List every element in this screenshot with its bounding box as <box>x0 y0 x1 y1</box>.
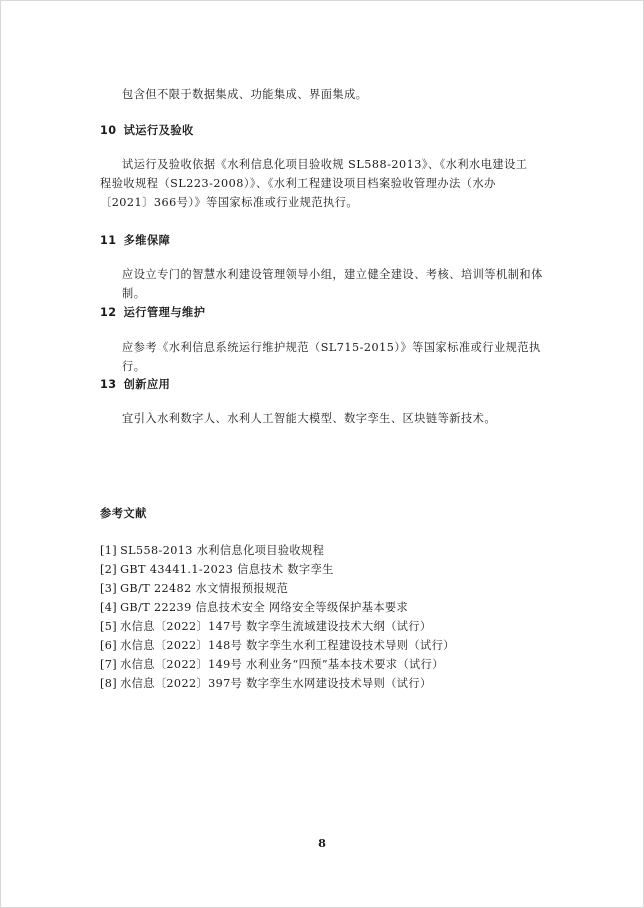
reference-item: [3] GB/T 22482 水文情报预报规范 <box>100 582 289 595</box>
section-heading-12 <box>100 304 205 320</box>
section-paragraph-11: 应设立专门的智慧水利建设管理领导小组，建立健全建设、考核、培训等机制和体制。 <box>122 268 543 300</box>
reference-item: [6] 水信息〔2022〕148号 数字孪生水利工程建设技术导则（试行） <box>100 639 455 652</box>
section-heading-13 <box>100 376 170 392</box>
section-number: 13 <box>100 378 117 391</box>
reference-item: [8] 水信息〔2022〕397号 数字孪生水网建设技术导则（试行） <box>100 677 432 690</box>
section-paragraph-13: 宜引入水利数字人、水利人工智能大模型、数字孪生、区块链等新技术。 <box>122 412 497 425</box>
section-title: 多维保障 <box>123 234 171 247</box>
reference-item: [2] GBT 43441.1-2023 信息技术 数字孪生 <box>100 563 334 576</box>
section-number: 10 <box>100 124 117 137</box>
references-list <box>100 541 540 693</box>
page-number: 8 <box>318 836 326 850</box>
section-title: 创新应用 <box>123 378 171 391</box>
section-paragraph-12: 应参考《水利信息系统运行维护规范（SL715-2015）》等国家标准或行业规范执行。 <box>122 341 541 373</box>
section-number: 11 <box>100 234 117 247</box>
reference-item: [7] 水信息〔2022〕149号 水利业务“四预”基本技术要求（试行） <box>100 658 444 671</box>
section-heading-11 <box>100 232 170 248</box>
section-title: 运行管理与维护 <box>123 306 206 319</box>
reference-item: [4] GB/T 22239 信息技术安全 网络安全等级保护基本要求 <box>100 601 409 614</box>
intro-paragraph: 包含但不限于数据集成、功能集成、界面集成。 <box>122 88 368 101</box>
references-title: 参考文献 <box>100 507 147 520</box>
section-number: 12 <box>100 306 117 319</box>
section-heading-10 <box>100 122 194 138</box>
section-title: 试运行及验收 <box>123 124 194 137</box>
reference-item: [5] 水信息〔2022〕147号 数字孪生流域建设技术大纲（试行） <box>100 620 432 633</box>
reference-item: [1] SL558-2013 水利信息化项目验收规程 <box>100 544 325 557</box>
section-paragraph-10: 试运行及验收依据《水利信息化项目验收规 SL588-2013》、《水利水电建设工程验收规程（SL223-2008）》、《水利工程建设项目档案验收管理办法（水办〔2021〕366号）》等国家标准或行业规范执行。 <box>100 158 528 209</box>
